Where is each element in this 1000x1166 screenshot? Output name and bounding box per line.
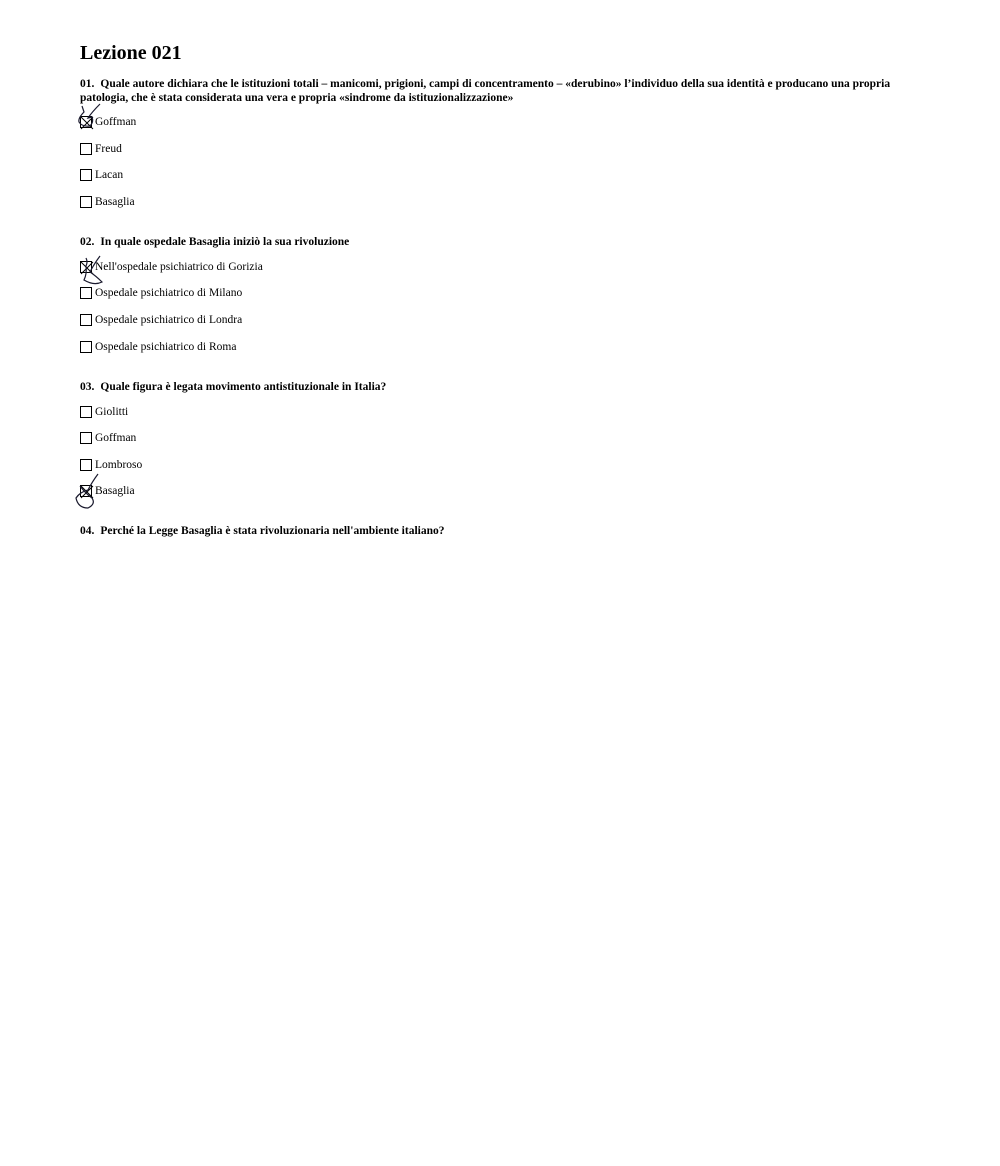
question-03: [80, 381, 910, 497]
question-number: 02.: [80, 236, 95, 248]
checkbox-checked[interactable]: [80, 261, 92, 273]
question-number: 01.: [80, 78, 95, 90]
cross-mark-icon: [81, 117, 93, 129]
checkbox[interactable]: [80, 432, 92, 444]
option-label: Freud: [95, 143, 122, 155]
question-01: [80, 78, 910, 208]
answer-option-lacan[interactable]: [80, 167, 123, 183]
question-text: [80, 236, 910, 250]
question-prompt: Perché la Legge Basaglia è stata rivoluzionaria nell'ambiente italiano?: [100, 525, 445, 537]
question-prompt: Quale autore dichiara che le istituzioni totali – manicomi, prigioni, campi di concentramento – «derubino» l’individuo della sua identità e producano una propria patologia, che è stata considerata una vera e propria «sindrome da istituzionalizzazione»: [80, 78, 891, 104]
checkbox[interactable]: [80, 341, 92, 353]
question-02: [80, 236, 910, 353]
checkbox[interactable]: [80, 459, 92, 471]
answer-option-goffman[interactable]: [80, 430, 136, 446]
question-text: [80, 78, 910, 105]
question-number: 03.: [80, 381, 95, 393]
answer-option-basaglia[interactable]: [80, 194, 135, 210]
checkbox[interactable]: [80, 169, 92, 181]
answer-option-londra[interactable]: [80, 312, 242, 328]
option-label: Basaglia: [95, 196, 135, 208]
answer-option-basaglia[interactable]: [80, 483, 135, 499]
checkbox[interactable]: [80, 143, 92, 155]
question-04: [80, 525, 910, 539]
checkbox[interactable]: [80, 314, 92, 326]
option-label: Goffman: [95, 432, 137, 444]
option-label: Basaglia: [95, 485, 135, 497]
question-prompt: Quale figura è legata movimento antistituzionale in Italia?: [100, 381, 387, 393]
option-label: Nell'ospedale psichiatrico di Gorizia: [95, 261, 263, 273]
checkbox[interactable]: [80, 196, 92, 208]
cross-mark-icon: [81, 262, 93, 274]
checkbox-checked[interactable]: [80, 116, 92, 128]
checkbox-checked[interactable]: [80, 485, 92, 497]
option-label: Goffman: [95, 116, 137, 128]
option-label: Lacan: [95, 169, 124, 181]
answer-option-freud[interactable]: [80, 141, 122, 157]
option-label: Ospedale psichiatrico di Londra: [95, 314, 243, 326]
question-prompt: In quale ospedale Basaglia iniziò la sua rivoluzione: [100, 236, 350, 248]
option-label: Ospedale psichiatrico di Roma: [95, 341, 237, 353]
answer-option-giolitti[interactable]: [80, 404, 128, 420]
question-text: [80, 525, 910, 539]
option-label: Ospedale psichiatrico di Milano: [95, 287, 243, 299]
option-label: Lombroso: [95, 459, 143, 471]
answer-option-roma[interactable]: [80, 339, 236, 355]
answer-option-gorizia[interactable]: [80, 259, 263, 275]
answer-option-goffman[interactable]: [80, 114, 136, 130]
checkbox[interactable]: [80, 287, 92, 299]
page-title: Lezione 021: [80, 42, 182, 64]
option-label: Giolitti: [95, 406, 129, 418]
question-text: [80, 381, 910, 395]
question-number: 04.: [80, 525, 95, 537]
checkbox[interactable]: [80, 406, 92, 418]
answer-option-lombroso[interactable]: [80, 457, 142, 473]
cross-mark-icon: [81, 486, 93, 498]
answer-option-milano[interactable]: [80, 285, 242, 301]
